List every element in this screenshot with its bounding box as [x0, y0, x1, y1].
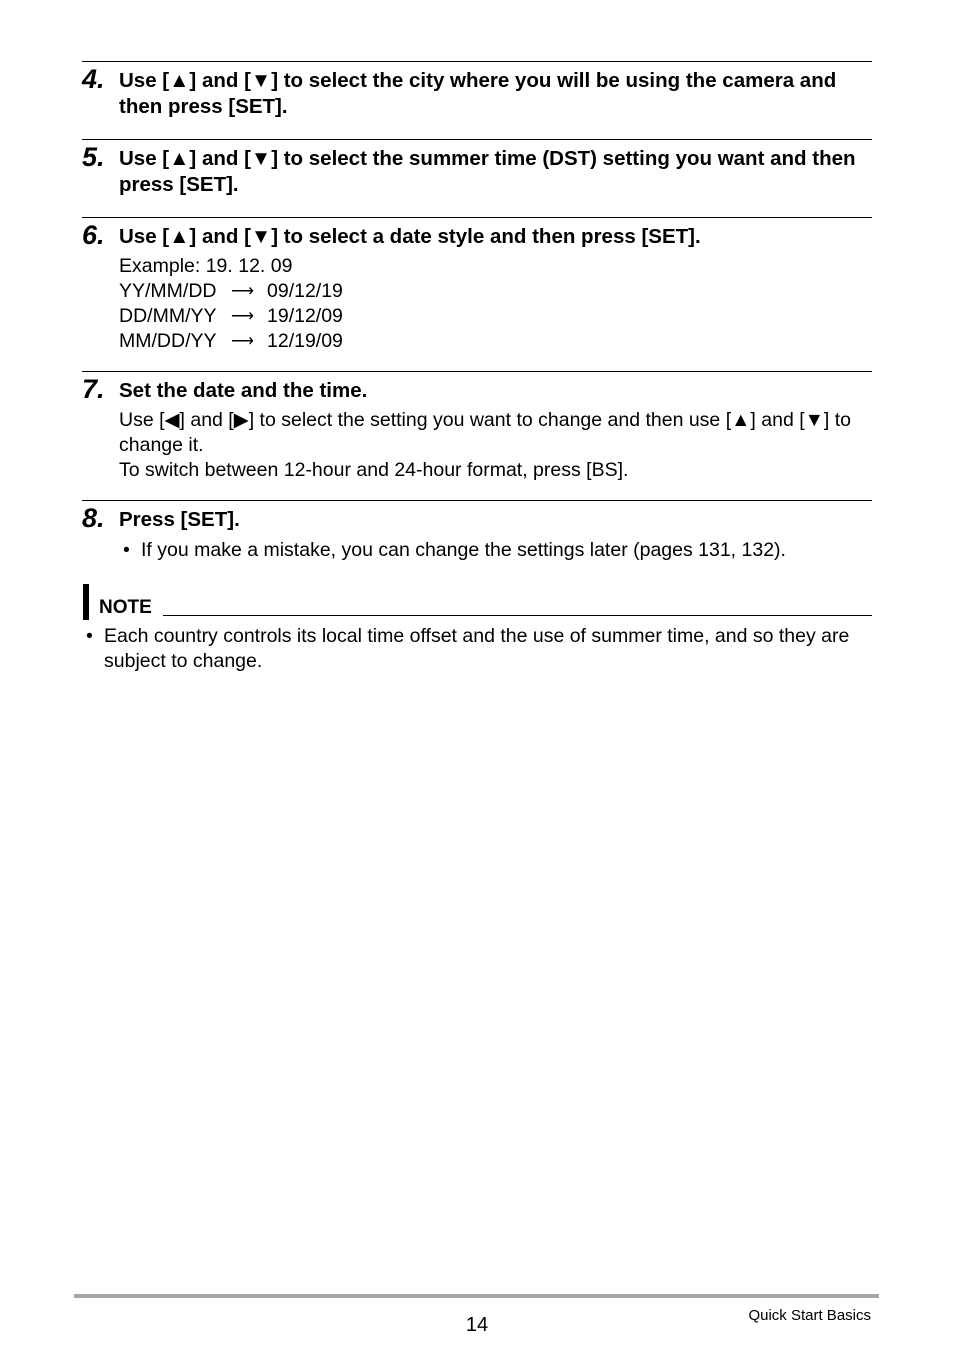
step-body	[119, 408, 872, 483]
bullet-item: • If you make a mistake, you can change the settings later (pages 131, 132).	[119, 538, 872, 563]
step-7	[82, 371, 872, 501]
right-arrow-icon: ⟶	[231, 333, 254, 350]
step-title: Set the date and the time.	[119, 379, 368, 402]
note-divider	[163, 615, 872, 616]
step-number: 7.	[82, 374, 105, 404]
bullet-item: • Each country controls its local time offset and the use of summer time, and so they are subject to change.	[82, 624, 872, 674]
step-number: 6.	[82, 220, 105, 250]
step-title: Use [▲] and [▼] to select the summer time (DST) setting you want and then press [SET].	[119, 147, 856, 196]
step-title: Use [▲] and [▼] to select the city where you will be using the camera and then press [SET].	[119, 69, 837, 118]
step-body	[119, 538, 872, 563]
footer-divider	[74, 1294, 879, 1298]
date-style-examples	[119, 254, 872, 354]
format-value: 12/19/09	[267, 330, 343, 352]
date-format-row	[119, 279, 872, 304]
step-instruction: To switch between 12-hour and 24-hour format, press [BS].	[119, 459, 629, 481]
format-label: DD/MM/YY	[119, 305, 217, 327]
format-value: 09/12/19	[267, 280, 343, 302]
format-label: YY/MM/DD	[119, 280, 217, 302]
step-instruction: Use [◀] and [▶] to select the setting you want to change and then use [▲] and [▼] to change it.	[119, 409, 852, 456]
date-format-row	[119, 304, 872, 329]
note-body	[82, 624, 872, 674]
step-5	[82, 139, 872, 218]
step-4	[82, 61, 872, 140]
right-arrow-icon: ⟶	[231, 308, 254, 325]
step-6	[82, 217, 872, 372]
step-title: Use [▲] and [▼] to select a date style and then press [SET].	[119, 225, 701, 248]
step-number: 8.	[82, 503, 105, 533]
format-value: 19/12/09	[267, 305, 343, 327]
page-number: 14	[465, 1314, 489, 1336]
section-name: Quick Start Basics	[748, 1307, 871, 1324]
example-text: Example: 19. 12. 09	[119, 255, 293, 277]
right-arrow-icon: ⟶	[231, 283, 254, 300]
date-format-row	[119, 329, 872, 354]
note-label: NOTE	[99, 597, 152, 618]
note-bar	[83, 584, 89, 620]
step-title: Press [SET].	[119, 508, 240, 531]
format-label: MM/DD/YY	[119, 330, 217, 352]
step-number: 4.	[82, 64, 105, 94]
step-8	[82, 500, 872, 571]
step-number: 5.	[82, 142, 105, 172]
